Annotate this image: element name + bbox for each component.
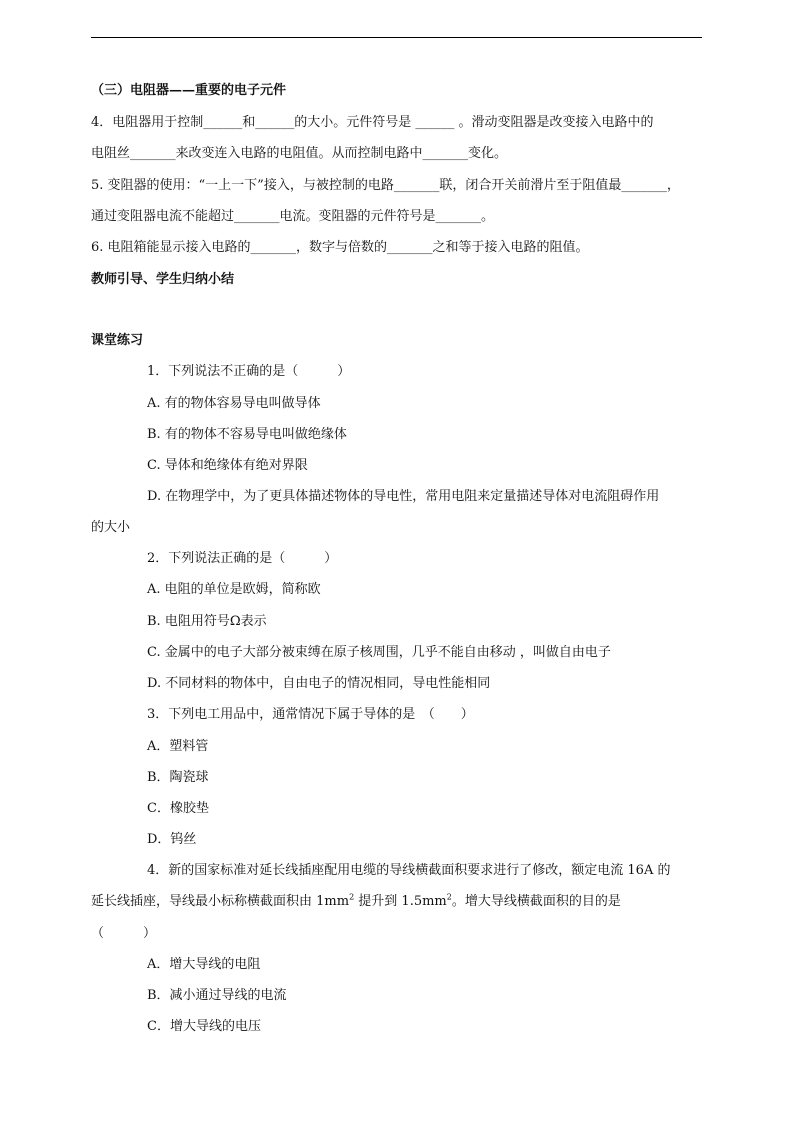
q4-stem-line2-part3: 。增大导线横截面积的目的是	[451, 894, 621, 909]
item4-line2: 电阻丝_______来改变连入电路的电阻值。从而控制电路中_______变化。	[91, 146, 508, 161]
q2-option-a: A. 电阻的单位是欧姆，简称欧	[147, 582, 321, 597]
q3-option-b: B．陶瓷球	[147, 770, 209, 785]
q1-option-a: A. 有的物体容易导电叫做导体	[147, 396, 321, 411]
q2-option-c: C. 金属中的电子大部分被束缚在原子核周围，几乎不能自由移动 ，叫做自由电子	[147, 645, 611, 660]
q2-stem: 2．下列说法正确的是（ ）	[147, 551, 338, 566]
q1-option-c: C. 导体和绝缘体有绝对界限	[147, 458, 308, 473]
q1-option-b: B. 有的物体不容易导电叫做绝缘体	[147, 427, 347, 442]
q3-stem: 3．下列电工用品中，通常情况下属于导体的是 （ ）	[147, 707, 474, 722]
q4-option-b: B．减小通过导线的电流	[147, 988, 287, 1003]
q1-stem: 1．下列说法不正确的是（ ）	[147, 364, 351, 379]
q4-option-c: C．增大导线的电压	[147, 1019, 261, 1034]
item5-line2: 通过变阻器电流不能超过_______电流。变阻器的元件符号是_______。	[91, 209, 495, 224]
q3-option-d: D．钨丝	[147, 832, 197, 847]
q3-option-c: C．橡胶垫	[147, 801, 209, 816]
q3-option-a: A．塑料管	[147, 739, 209, 754]
item4-line1: 4．电阻器用于控制______和______的大小。元件符号是 ______ 。滑动变阻器是改变接入电路中的	[91, 115, 654, 130]
q4-option-a: A．增大导线的电阻	[147, 957, 261, 972]
summary-heading: 教师引导、学生归纳小结	[91, 272, 235, 287]
q1-option-d-line1: D. 在物理学中，为了更具体描述物体的导电性，常用电阻来定量描述导体对电流阻碍作用	[147, 489, 660, 504]
item6: 6. 电阻箱能显示接入电路的_______，数字与倍数的_______之和等于接入电路的阻值。	[91, 240, 589, 255]
header-rule	[91, 37, 702, 38]
q4-stem-line1: 4．新的国家标准对延长线插座配用电缆的导线横截面积要求进行了修改，额定电流 16A 的	[147, 863, 671, 878]
practice-heading: 课堂练习	[91, 333, 144, 348]
q2-option-b: B. 电阻用符号Ω表示	[147, 614, 267, 629]
q2-option-d: D. 不同材料的物体中，自由电子的情况相同，导电性能相同	[147, 676, 491, 691]
item5-line1: 5. 变阻器的使用：“一上一下”接入，与被控制的电路_______联，闭合开关前滑片至于阻值最_______，	[91, 178, 680, 193]
section-heading: （三）电阻器——重要的电子元件	[91, 83, 287, 98]
q4-superscript-2: 2	[446, 892, 452, 902]
q4-stem-line2	[91, 894, 711, 910]
q4-stem-line2-part2: 提升到 1.5mm	[354, 894, 447, 909]
q4-stem-line3: （ ）	[91, 926, 157, 941]
q1-option-d-line2: 的大小	[91, 520, 131, 535]
q4-superscript-1: 2	[349, 892, 355, 902]
q4-stem-line2-part1: 延长线插座，导线最小标称横截面积由 1mm	[91, 894, 350, 909]
